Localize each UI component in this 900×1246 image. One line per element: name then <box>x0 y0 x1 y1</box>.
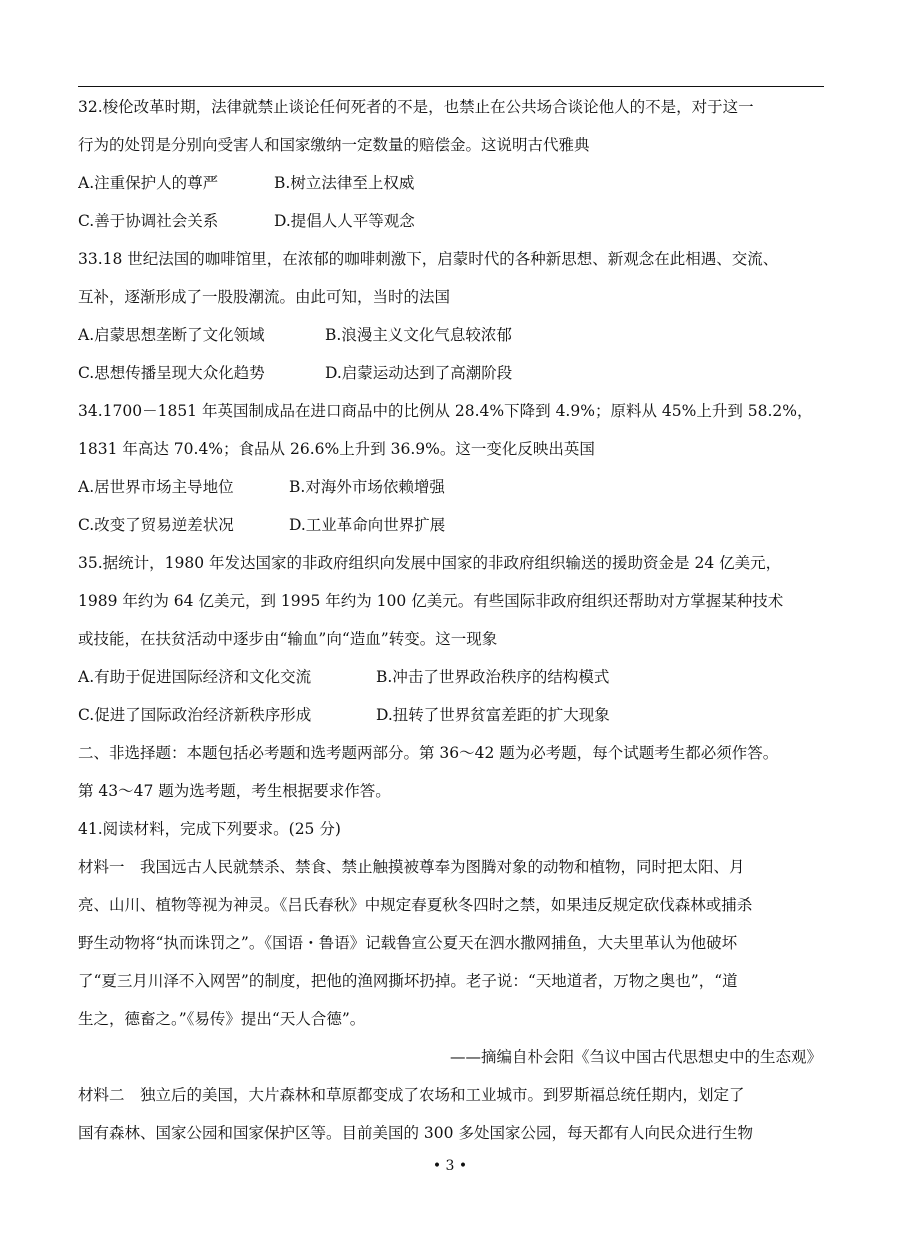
q32-option-c[interactable]: C.善于协调社会关系 <box>78 212 219 230</box>
material-1-line-3: 野生动物将“执而诛罚之”。《国语・鲁语》记载鲁宣公夏天在泗水撒网捕鱼，大夫里革认为他破坏 <box>78 934 738 952</box>
q34-options-row-1 <box>78 468 824 506</box>
material-1-source: ——摘编自朴会阳《刍议中国古代思想史中的生态观》 <box>449 1048 822 1066</box>
q35-option-a[interactable]: A.有助于促进国际经济和文化交流 <box>78 668 312 686</box>
q34-option-b[interactable]: B.对海外市场依赖增强 <box>289 478 445 496</box>
q33-stem-line-2: 互补，逐渐形成了一股股潮流。由此可知，当时的法国 <box>78 288 451 306</box>
q35-option-d[interactable]: D.扭转了世界贫富差距的扩大现象 <box>376 706 610 724</box>
q34-stem-line-2: 1831 年高达 70.4%；食品从 26.6%上升到 36.9%。这一变化反映出英国 <box>78 440 595 458</box>
q33-option-a[interactable]: A.启蒙思想垄断了文化领域 <box>78 326 265 344</box>
material-2-line-1: 材料二 独立后的美国，大片森林和草原都变成了农场和工业城市。到罗斯福总统任期内，划定了 <box>78 1086 745 1104</box>
q32-options-row-1 <box>78 164 824 202</box>
q33-option-b[interactable]: B.浪漫主义文化气息较浓郁 <box>325 326 512 344</box>
material-1-line-2: 亮、山川、植物等视为神灵。《吕氏春秋》中规定春夏秋冬四时之禁，如果违反规定砍伐森林或捕杀 <box>78 896 753 914</box>
q34-option-d[interactable]: D.工业革命向世界扩展 <box>289 516 446 534</box>
page-number: • 3 • <box>432 1158 468 1174</box>
q32-option-a[interactable]: A.注重保护人的尊严 <box>78 174 219 192</box>
q33-options-row-2 <box>78 354 824 392</box>
q32-stem-line-2: 行为的处罚是分别向受害人和国家缴纳一定数量的赔偿金。这说明古代雅典 <box>78 136 590 154</box>
material-1-line-5: 生之，德畜之。”《易传》提出“天人合德”。 <box>78 1010 366 1028</box>
q34-option-a[interactable]: A.居世界市场主导地位 <box>78 478 234 496</box>
material-1-line-1: 材料一 我国远古人民就禁杀、禁食、禁止触摸被尊奉为图腾对象的动物和植物，同时把太阳、月 <box>78 858 745 876</box>
q34-options-row-2 <box>78 506 824 544</box>
q41-prompt: 41.阅读材料，完成下列要求。(25 分) <box>78 820 341 838</box>
material-1-line-4: 了“夏三月川泽不入网罟”的制度，把他的渔网撕坏扔掉。老子说：“天地道者，万物之奥也”，“道 <box>78 972 738 990</box>
q35-options-row-2 <box>78 696 824 734</box>
q33-option-c[interactable]: C.思想传播呈现大众化趋势 <box>78 364 265 382</box>
q35-option-c[interactable]: C.促进了国际政治经济新秩序形成 <box>78 706 312 724</box>
q32-option-d[interactable]: D.提倡人人平等观念 <box>274 212 415 230</box>
q35-stem-line-2: 1989 年约为 64 亿美元，到 1995 年约为 100 亿美元。有些国际非政府组织还帮助对方掌握某种技术 <box>78 592 784 610</box>
q32-options-row-2 <box>78 202 824 240</box>
q33-option-d[interactable]: D.启蒙运动达到了高潮阶段 <box>325 364 513 382</box>
material-2-line-2: 国有森林、国家公园和国家保护区等。目前美国的 300 多处国家公园，每天都有人向民众进行生物 <box>78 1124 753 1142</box>
q35-options-row-1 <box>78 658 824 696</box>
header-rule <box>78 86 824 87</box>
q35-option-b[interactable]: B.冲击了世界政治秩序的结构模式 <box>376 668 610 686</box>
q33-options-row-1 <box>78 316 824 354</box>
section-heading-line-2: 第 43～47 题为选考题，考生根据要求作答。 <box>78 782 391 800</box>
q34-stem-line-1: 34.1700－1851 年英国制成品在进口商品中的比例从 28.4%下降到 4.9%；原料从 45%上升到 58.2%， <box>78 402 813 420</box>
q33-stem-line-1: 33.18 世纪法国的咖啡馆里，在浓郁的咖啡刺激下，启蒙时代的各种新思想、新观念在此相遇、交流、 <box>78 250 779 268</box>
q35-stem-line-1: 35.据统计，1980 年发达国家的非政府组织向发展中国家的非政府组织输送的援助资金是 24 亿美元， <box>78 554 782 572</box>
q32-option-b[interactable]: B.树立法律至上权威 <box>274 174 415 192</box>
q32-stem-line-1: 32.梭伦改革时期，法律就禁止谈论任何死者的不是，也禁止在公共场合谈论他人的不是，对于这一 <box>78 98 754 116</box>
q35-stem-line-3: 或技能，在扶贫活动中逐步由“输血”向“造血”转变。这一现象 <box>78 630 498 648</box>
q34-option-c[interactable]: C.改变了贸易逆差状况 <box>78 516 234 534</box>
section-heading-line-1: 二、非选择题：本题包括必考题和选考题两部分。第 36～42 题为必考题，每个试题考生都必须作答。 <box>78 744 779 762</box>
page-content <box>78 88 824 1152</box>
